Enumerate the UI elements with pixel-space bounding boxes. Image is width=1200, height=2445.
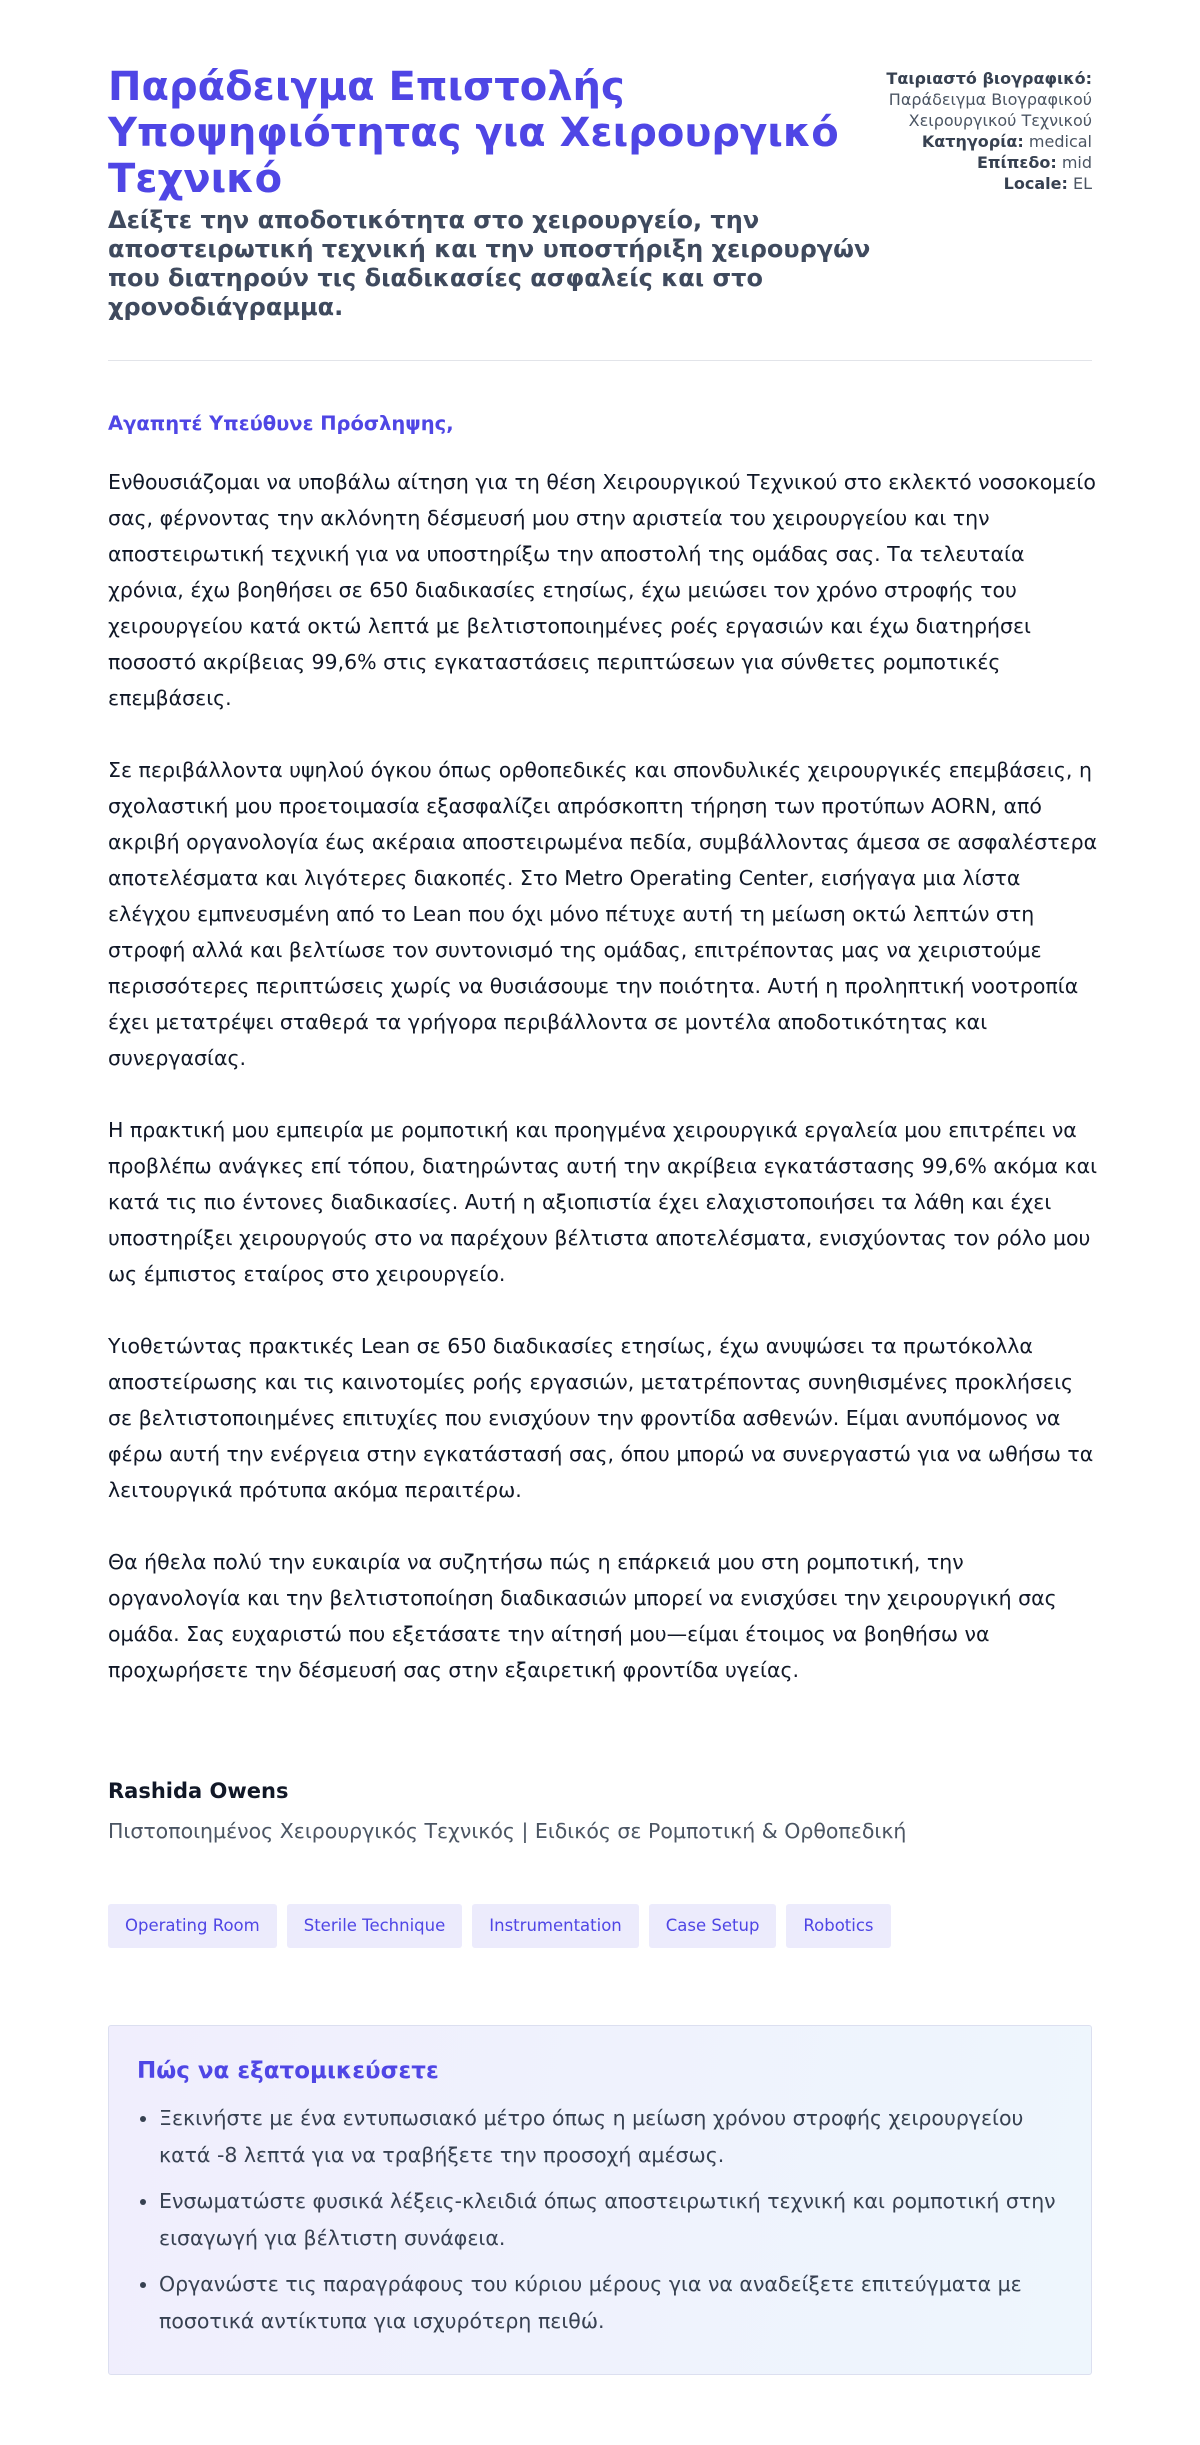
meta-locale-value: EL [1072,174,1092,193]
meta-resume [852,68,1092,131]
letter-paragraph: Ενθουσιάζομαι να υποβάλω αίτηση για τη θέση Χειρουργικού Τεχνικού στο εκλεκτό νοσοκομείο σας, φέρνοντας την ακλόνητη δέσμευσή μου στην αριστεία του χειρουργείου και την αποστειρωτική τεχνική για να υποστηρίξω την αποστολή της ομάδας σας. Τα τελευταία χρόνια, έχω βοηθήσει σε 650 διαδικασίες ετησίως, έχω μειώσει τον χρόνο στροφής του χειρουργείου κατά οκτώ λεπτά με βελτιστοποιημένες ροές εργασιών και έχω διατηρήσει ποσοστό ακρίβειας 99,6% στις εγκαταστάσεις περιπτώσεων για σύνθετες ρομποτικές επεμβάσεις. [108,470,1096,710]
meta-panel [852,68,1092,194]
tips-item: • Οργανώστε τις παραγράφους του κύριου μέρους για να αναδείξετε επιτεύγματα με ποσοτικά αντίκτυπα για ισχυρότερη πειθώ. [159,2266,1061,2340]
letter-body [108,464,1098,1724]
page-title: Παράδειγμα Επιστολής Υποψηφιότητας για Χειρουργικό Τεχνικό [108,64,839,202]
meta-category-label: Κατηγορία: [921,132,1024,151]
meta-locale [852,173,1092,194]
skill-tag[interactable]: Sterile Technique [287,1904,463,1948]
letter-paragraph: Η πρακτική μου εμπειρία με ρομποτική και προηγμένα χειρουργικά εργαλεία μου επιτρέπει να προβλέπω ανάγκες επί τόπου, διατηρώντας αυτή την ακρίβεια εγκατάστασης 99,6% ακόμα και κατά τις πιο έντονες διαδικασίες. Αυτή η αξιοπιστία έχει ελαχιστοποιήσει τα λάθη και έχει υποστηρίξει χειρουργούς στο να παρέχουν βέλτιστα αποτελέσματα, ενισχύοντας τον ρόλο μου ως έμπιστος εταίρος στο χειρουργείο. [108,1118,1098,1286]
meta-resume-label: Ταιριαστό βιογραφικό: [886,69,1092,88]
skill-tag[interactable]: Instrumentation [472,1904,639,1948]
signature-name: Rashida Owens [108,1779,289,1803]
skill-tag[interactable]: Case Setup [649,1904,777,1948]
customization-tips [108,2025,1092,2375]
page-header [108,64,1092,360]
skill-tags [108,1904,891,1948]
meta-category-value: medical [1028,132,1092,151]
tips-list [137,2100,1061,2340]
letter-paragraph: Υιοθετώντας πρακτικές Lean σε 650 διαδικασίες ετησίως, έχω ανυψώσει τα πρωτόκολλα αποστείρωσης και τις καινοτομίες ροής εργασιών, μετατρέποντας συνηθισμένες προκλήσεις σε βελτιστοποιημένες επιτυχίες που ενισχύουν την φροντίδα ασθενών. Είμαι ανυπόμονος να φέρω αυτή την ενέργεια στην εγκατάστασή σας, όπου μπορώ να συνεργαστώ για να ωθήσω τα λειτουργικά πρότυπα ακόμα περαιτέρω. [108,1334,1094,1502]
meta-level [852,152,1092,173]
page-subtitle: Δείξτε την αποδοτικότητα στο χειρουργείο, την αποστειρωτική τεχνική και την υποστήριξη χειρουργών που διατηρούν τις διαδικασίες ασφαλείς και στο χρονοδιάγραμμα. [108,206,871,321]
tips-item: • Ξεκινήστε με ένα εντυπωσιακό μέτρο όπως η μείωση χρόνου στροφής χειρουργείου κατά -8 λεπτά για να τραβήξετε την προσοχή αμέσως. [159,2100,1061,2174]
meta-level-label: Επίπεδο: [976,153,1057,172]
meta-level-value: mid [1061,153,1092,172]
letter-paragraph: Θα ήθελα πολύ την ευκαιρία να συζητήσω πώς η επάρκειά μου στη ρομποτική, την οργανολογία και την βελτιστοποίηση διαδικασιών μπορεί να ενισχύσει την χειρουργική σας ομάδα. Σας ευχαριστώ που εξετάσατε την αίτησή μου—είμαι έτοιμος να βοηθήσω να προχωρήσετε την δέσμευσή σας στην εξαιρετική φροντίδα υγείας. [108,1550,1057,1682]
skill-tag[interactable]: Operating Room [108,1904,277,1948]
signature-title: Πιστοποιημένος Χειρουργικός Τεχνικός | Ειδικός σε Ρομποτική & Ορθοπεδική [108,1819,907,1843]
meta-locale-label: Locale: [1003,174,1068,193]
letter-salutation: Αγαπητέ Υπεύθυνε Πρόσληψης, [108,412,454,435]
meta-resume-link[interactable]: Παράδειγμα Βιογραφικού Χειρουργικού Τεχνικού [888,90,1092,130]
tips-heading: Πώς να εξατομικεύσετε [137,2058,439,2084]
header-divider [108,360,1092,361]
meta-category [852,131,1092,152]
skill-tag[interactable]: Robotics [786,1904,890,1948]
letter-paragraph: Σε περιβάλλοντα υψηλού όγκου όπως ορθοπεδικές και σπονδυλικές χειρουργικές επεμβάσεις, η σχολαστική μου προετοιμασία εξασφαλίζει απρόσκοπτη τήρηση των προτύπων AORN, από ακριβή οργανολογία έως ακέραια αποστειρωμένα πεδία, συμβάλλοντας άμεσα σε ασφαλέστερα αποτελέσματα και λιγότερες διακοπές. Στο Metro Operating Center, εισήγαγα μια λίστα ελέγχου εμπνευσμένη από το Lean που όχι μόνο πέτυχε αυτή τη μείωση οκτώ λεπτών στη στροφή αλλά και βελτίωσε τον συντονισμό της ομάδας, επιτρέποντας μας να χειριστούμε περισσότερες περιπτώσεις χωρίς να θυσιάσουμε την ποιότητα. Αυτή η προληπτική νοοτροπία έχει μετατρέψει σταθερά τα γρήγορα περιβάλλοντα σε μοντέλα αποδοτικότητας και συνεργασίας. [108,758,1098,1070]
tips-item: • Ενσωματώστε φυσικά λέξεις-κλειδιά όπως αποστειρωτική τεχνική και ρομποτική στην εισαγωγή για βέλτιστη συνάφεια. [159,2183,1061,2257]
